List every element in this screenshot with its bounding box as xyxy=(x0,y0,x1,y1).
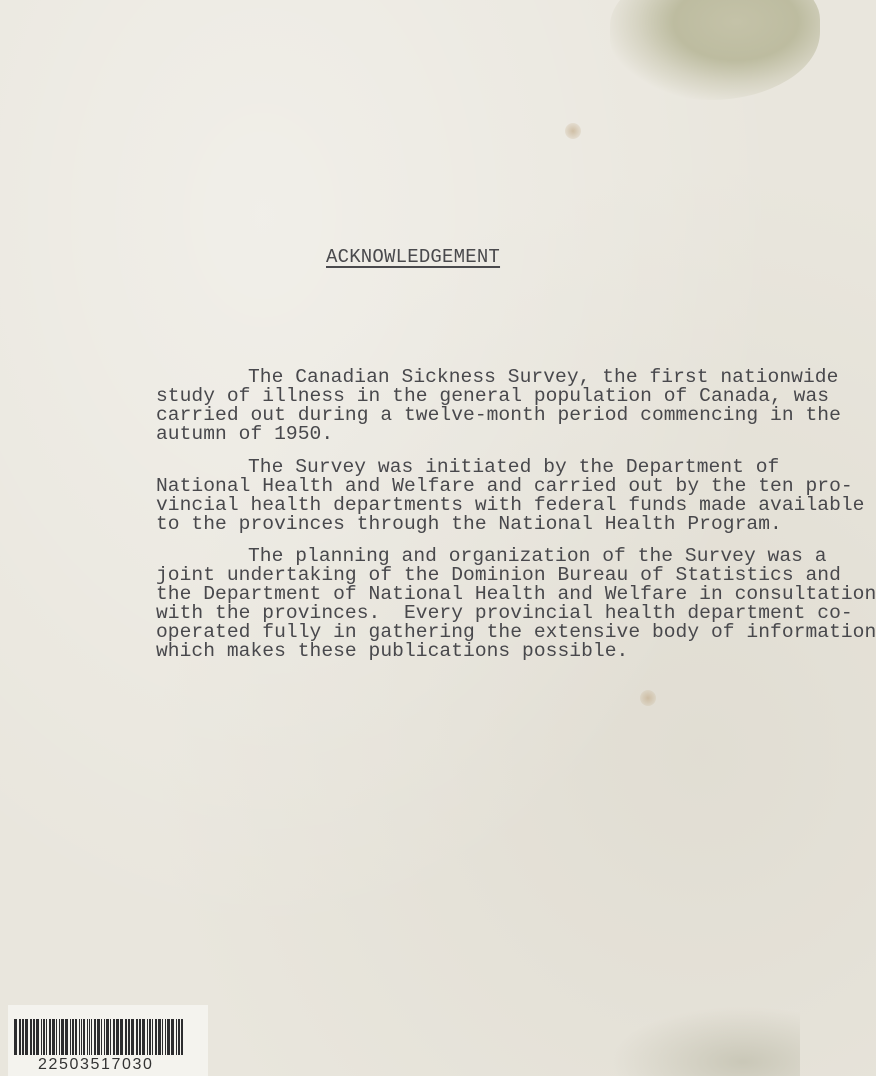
text-line: The planning and organization of the Survey was a xyxy=(248,545,827,567)
text-line: National Health and Welfare and carried out by the ten pro- xyxy=(156,475,853,497)
text-line: carried out during a twelve-month period commencing in the xyxy=(156,404,841,426)
paragraph-initiation xyxy=(156,458,865,534)
text-line: to the provinces through the National Health Program. xyxy=(156,513,782,535)
paragraph-survey-intro xyxy=(156,368,841,444)
text-line: with the provinces. Every provincial health department co- xyxy=(156,602,853,624)
stain-spot xyxy=(640,690,656,706)
text-line: operated fully in gathering the extensive body of information xyxy=(156,621,876,643)
text-line: The Canadian Sickness Survey, the first nationwide xyxy=(248,366,839,388)
text-line: the Department of National Health and Welfare in consultation xyxy=(156,583,876,605)
barcode-icon xyxy=(12,1019,187,1055)
text-line: which makes these publications possible. xyxy=(156,640,629,662)
library-barcode-label xyxy=(8,1005,208,1076)
barcode-number: 22503517030 xyxy=(38,1056,154,1073)
stain-spot xyxy=(565,123,581,139)
paragraph-planning xyxy=(156,547,876,661)
corner-stain xyxy=(610,0,820,100)
page-title: ACKNOWLEDGEMENT xyxy=(326,246,501,268)
text-line: autumn of 1950. xyxy=(156,423,334,445)
text-line: vincial health departments with federal funds made available xyxy=(156,494,865,516)
edge-stain xyxy=(610,1006,800,1076)
text-line: study of illness in the general population of Canada, was xyxy=(156,385,830,407)
text-line: The Survey was initiated by the Department of xyxy=(248,456,780,478)
text-line: joint undertaking of the Dominion Bureau of Statistics and xyxy=(156,564,841,586)
